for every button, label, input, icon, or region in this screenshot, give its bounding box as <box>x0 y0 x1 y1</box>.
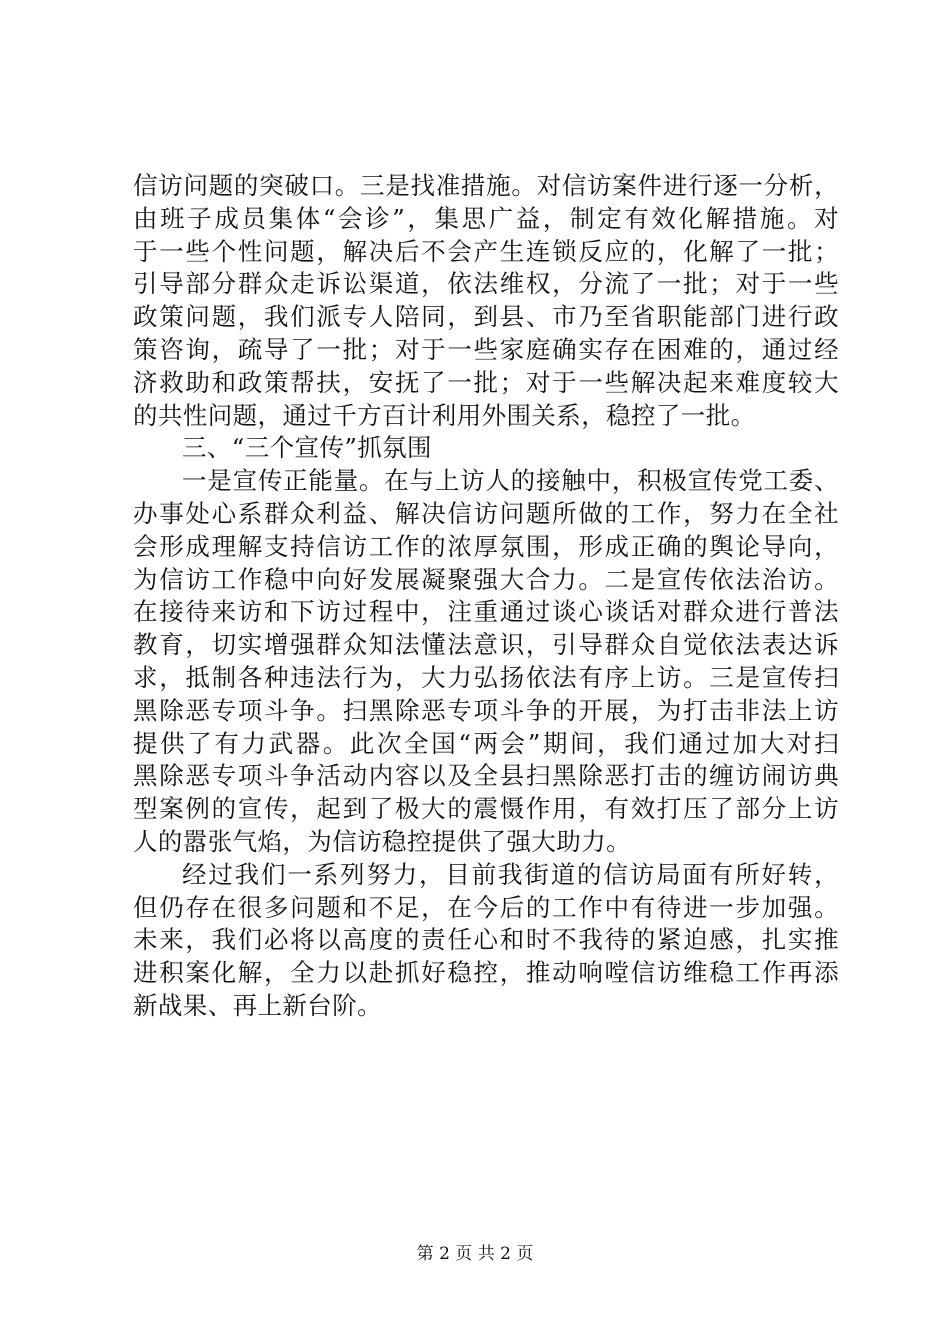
section-heading: 三、“三个宣传”抓氛围 <box>182 433 432 463</box>
page-number-footer: 第 2 页 共 2 页 <box>416 1244 534 1264</box>
text-line: 提供了有力武器。此次全国“两会”期间，我们通过加大对扫 <box>133 728 839 758</box>
text-line: 经过我们一系列努力，目前我街道的信访局面有所好转， <box>182 859 839 889</box>
text-line: 求，抵制各种违法行为，大力弘扬依法有序上访。三是宣传扫 <box>133 662 839 692</box>
text-line: 的共性问题，通过千方百计利用外围关系，稳控了一批。 <box>133 400 756 430</box>
text-line: 型案例的宣传，起到了极大的震慑作用，有效打压了部分上访 <box>133 794 839 824</box>
text-line: 会形成理解支持信访工作的浓厚氛围，形成正确的舆论导向， <box>133 531 839 561</box>
text-line: 教育，切实增强群众知法懂法意识，引导群众自觉依法表达诉 <box>133 630 839 660</box>
text-line: 办事处心系群众利益、解决信访问题所做的工作，努力在全社 <box>133 498 839 528</box>
text-line: 引导部分群众走诉讼渠道，依法维权，分流了一批；对于一些 <box>133 269 839 299</box>
text-line: 济救助和政策帮扶，安抚了一批；对于一些解决起来难度较大 <box>133 367 839 397</box>
text-line: 新战果、再上新台阶。 <box>133 990 382 1020</box>
text-line: 于一些个性问题，解决后不会产生连锁反应的，化解了一批； <box>133 236 839 266</box>
text-line: 人的嚣张气焰，为信访稳控提供了强大助力。 <box>133 826 631 856</box>
text-line: 为信访工作稳中向好发展凝聚强大合力。二是宣传依法治访。 <box>133 564 839 594</box>
text-line: 但仍存在很多问题和不足，在今后的工作中有待进一步加强。 <box>133 892 839 922</box>
text-line: 一是宣传正能量。在与上访人的接触中，积极宣传党工委、 <box>182 466 839 496</box>
text-line: 黑除恶专项斗争活动内容以及全县扫黑除恶打击的缠访闹访典 <box>133 761 839 791</box>
text-line: 在接待来访和下访过程中，注重通过谈心谈话对群众进行普法 <box>133 597 839 627</box>
text-line: 信访问题的突破口。三是找准措施。对信访案件进行逐一分析， <box>133 171 839 200</box>
text-line: 策咨询，疏导了一批；对于一些家庭确实存在困难的，通过经 <box>133 334 839 364</box>
text-line: 政策问题，我们派专人陪同，到县、市乃至省职能部门进行政 <box>133 302 839 332</box>
document-body <box>133 170 839 1023</box>
text-line: 黑除恶专项斗争。扫黑除恶专项斗争的开展，为打击非法上访 <box>133 695 839 725</box>
text-line: 未来，我们必将以高度的责任心和时不我待的紧迫感，扎实推 <box>133 925 839 955</box>
text-line: 进积案化解，全力以赴抓好稳控，推动响嘡信访维稳工作再添 <box>133 958 839 988</box>
text-line: 由班子成员集体“会诊”，集思广益，制定有效化解措施。对 <box>133 203 839 233</box>
